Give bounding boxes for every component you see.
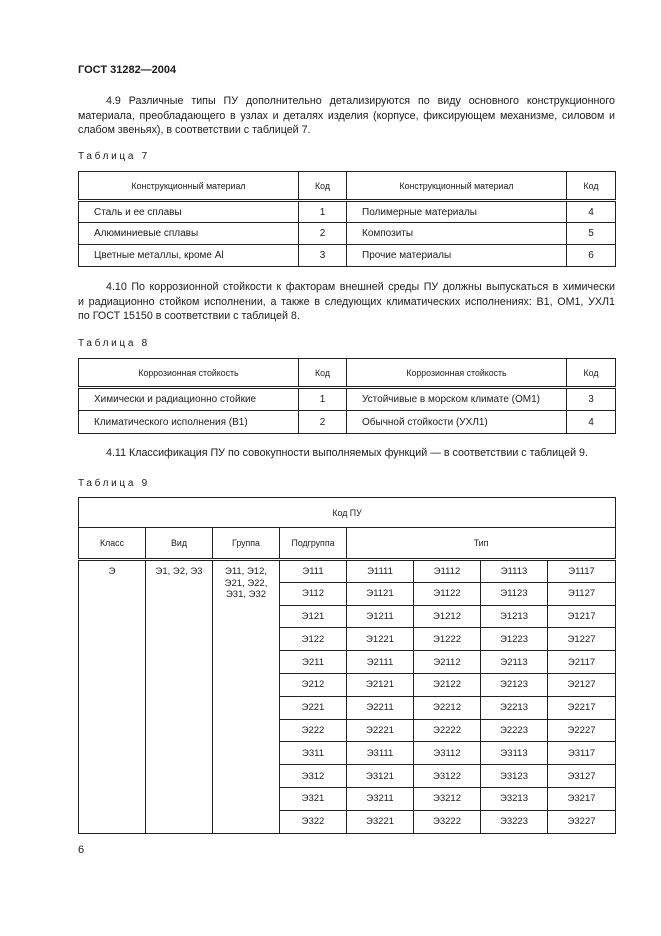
type-cell: Э2117 [548,651,616,674]
resistance-cell: Химически и радиационно стойкие [79,388,299,411]
clause-line: и радиационно стойком исполнении, а также в следующих климатических исполнениях: В1, ОМ1, УХЛ1 [78,295,615,308]
type-cell: Э2112 [414,651,481,674]
header-cell-material: Конструкционный материал [347,172,567,201]
type-cell: Э3217 [548,787,616,810]
type-cell: Э2127 [548,673,616,696]
type-cell: Э1111 [347,560,414,583]
type-cell: Э2213 [481,696,548,719]
type-cell: Э1211 [347,605,414,628]
type-cell: Э3222 [414,810,481,833]
subgroup-cell: Э222 [280,719,347,742]
header-cell-material: Конструкционный материал [79,172,299,201]
type-cell: Э3127 [548,765,616,788]
type-cell: Э2111 [347,651,414,674]
code-cell: 4 [567,411,616,434]
code-cell: 2 [299,411,347,434]
type-cell: Э1221 [347,628,414,651]
table-9-caption: Таблица 9 [78,478,150,489]
clause-line: слабом звеньях), в соответствии с таблицей 7. [78,124,311,137]
type-cell: Э1122 [414,582,481,605]
header-cell-code-pu: Код ПУ [79,498,616,528]
header-cell-subgroup: Подгруппа [280,528,347,560]
code-cell: 2 [299,223,347,245]
resistance-cell: Климатического исполнения (В1) [79,411,299,434]
subgroup-cell: Э111 [280,560,347,583]
group-cell: Э11, Э12, Э21, Э22, Э31, Э32 [213,560,280,834]
header-cell-code: Код [567,172,616,201]
header-cell-code: Код [299,172,347,201]
type-cell: Э1223 [481,628,548,651]
clause-line: материала, преобладающего в узлах и деталях изделия (корпусе, фиксирующем механизме, силовом и [78,109,615,122]
subgroup-cell: Э312 [280,765,347,788]
table-7-caption: Таблица 7 [78,151,150,162]
material-cell: Полимерные материалы [347,201,567,223]
type-cell: Э2121 [347,673,414,696]
header-cell-type: Тип [347,528,616,560]
subgroup-cell: Э321 [280,787,347,810]
clause-4-10 [78,280,615,324]
clause-line: по ГОСТ 15150 в соответствии с таблицей 8. [78,310,300,323]
clause-line: 4.9 Различные типы ПУ дополнительно детализируются по виду основного конструкционного [106,95,615,107]
type-cell: Э2113 [481,651,548,674]
page-number: 6 [78,844,85,856]
type-cell: Э1227 [548,628,616,651]
code-cell: 1 [299,388,347,411]
type-cell: Э3213 [481,787,548,810]
type-cell: Э3227 [548,810,616,833]
table-row [79,560,616,583]
type-cell: Э2227 [548,719,616,742]
type-cell: Э3112 [414,742,481,765]
subgroup-cell: Э311 [280,742,347,765]
table-title-row [79,498,616,528]
subgroup-cell: Э322 [280,810,347,833]
type-cell: Э1127 [548,582,616,605]
clause-4-11 [78,446,615,461]
resistance-cell: Устойчивые в морском климате (ОМ1) [347,388,567,411]
header-cell-corrosion-resistance: Коррозионная стойкость [79,359,299,388]
table-header-row [79,172,616,201]
subgroup-cell: Э112 [280,582,347,605]
table-row [79,201,616,223]
clause-line: 4.10 По коррозионной стойкости к факторам внешней среды ПУ должны выпускаться в химически [106,281,615,293]
code-cell: 3 [299,245,347,267]
type-cell: Э3223 [481,810,548,833]
type-cell: Э1112 [414,560,481,583]
material-cell: Цветные металлы, кроме Al [79,245,299,267]
material-cell: Композиты [347,223,567,245]
header-cell-code: Код [567,359,616,388]
header-cell-kind: Вид [146,528,213,560]
type-cell: Э1213 [481,605,548,628]
header-cell-class: Класс [79,528,146,560]
table-7 [78,171,616,267]
document-code-header: ГОСТ 31282—2004 [78,64,177,76]
type-cell: Э3111 [347,742,414,765]
type-cell: Э2217 [548,696,616,719]
table-header-row [79,528,616,560]
type-cell: Э1212 [414,605,481,628]
code-cell: 5 [567,223,616,245]
type-cell: Э1123 [481,582,548,605]
subgroup-cell: Э122 [280,628,347,651]
type-cell: Э2222 [414,719,481,742]
class-cell: Э [79,560,146,834]
clause-4-9 [78,94,615,138]
subgroup-cell: Э211 [280,651,347,674]
type-cell: Э2123 [481,673,548,696]
type-cell: Э2211 [347,696,414,719]
subgroup-cell: Э212 [280,673,347,696]
table-header-row [79,359,616,388]
header-cell-code: Код [299,359,347,388]
type-cell: Э3211 [347,787,414,810]
material-cell: Прочие материалы [347,245,567,267]
code-cell: 3 [567,388,616,411]
code-cell: 4 [567,201,616,223]
table-row [79,411,616,434]
header-cell-corrosion-resistance: Коррозионная стойкость [347,359,567,388]
type-cell: Э1117 [548,560,616,583]
table-9 [78,497,616,834]
type-cell: Э2122 [414,673,481,696]
subgroup-cell: Э221 [280,696,347,719]
table-8 [78,358,616,434]
type-cell: Э1121 [347,582,414,605]
kind-cell: Э1, Э2, Э3 [146,560,213,834]
code-cell: 6 [567,245,616,267]
type-cell: Э3212 [414,787,481,810]
type-cell: Э2212 [414,696,481,719]
type-cell: Э3113 [481,742,548,765]
subgroup-cell: Э121 [280,605,347,628]
type-cell: Э2221 [347,719,414,742]
type-cell: Э3221 [347,810,414,833]
type-cell: Э2223 [481,719,548,742]
header-cell-group: Группа [213,528,280,560]
clause-line: 4.11 Классификация ПУ по совокупности выполняемых функций — в соответствии с таблицей 9. [106,447,588,459]
table-9-body [79,560,616,834]
table-row [79,223,616,245]
type-cell: Э3122 [414,765,481,788]
material-cell: Сталь и ее сплавы [79,201,299,223]
material-cell: Алюминиевые сплавы [79,223,299,245]
resistance-cell: Обычной стойкости (УХЛ1) [347,411,567,434]
type-cell: Э1222 [414,628,481,651]
type-cell: Э3117 [548,742,616,765]
code-cell: 1 [299,201,347,223]
table-row [79,388,616,411]
type-cell: Э3121 [347,765,414,788]
table-8-caption: Таблица 8 [78,338,150,349]
table-row [79,245,616,267]
type-cell: Э3123 [481,765,548,788]
type-cell: Э1217 [548,605,616,628]
type-cell: Э1113 [481,560,548,583]
